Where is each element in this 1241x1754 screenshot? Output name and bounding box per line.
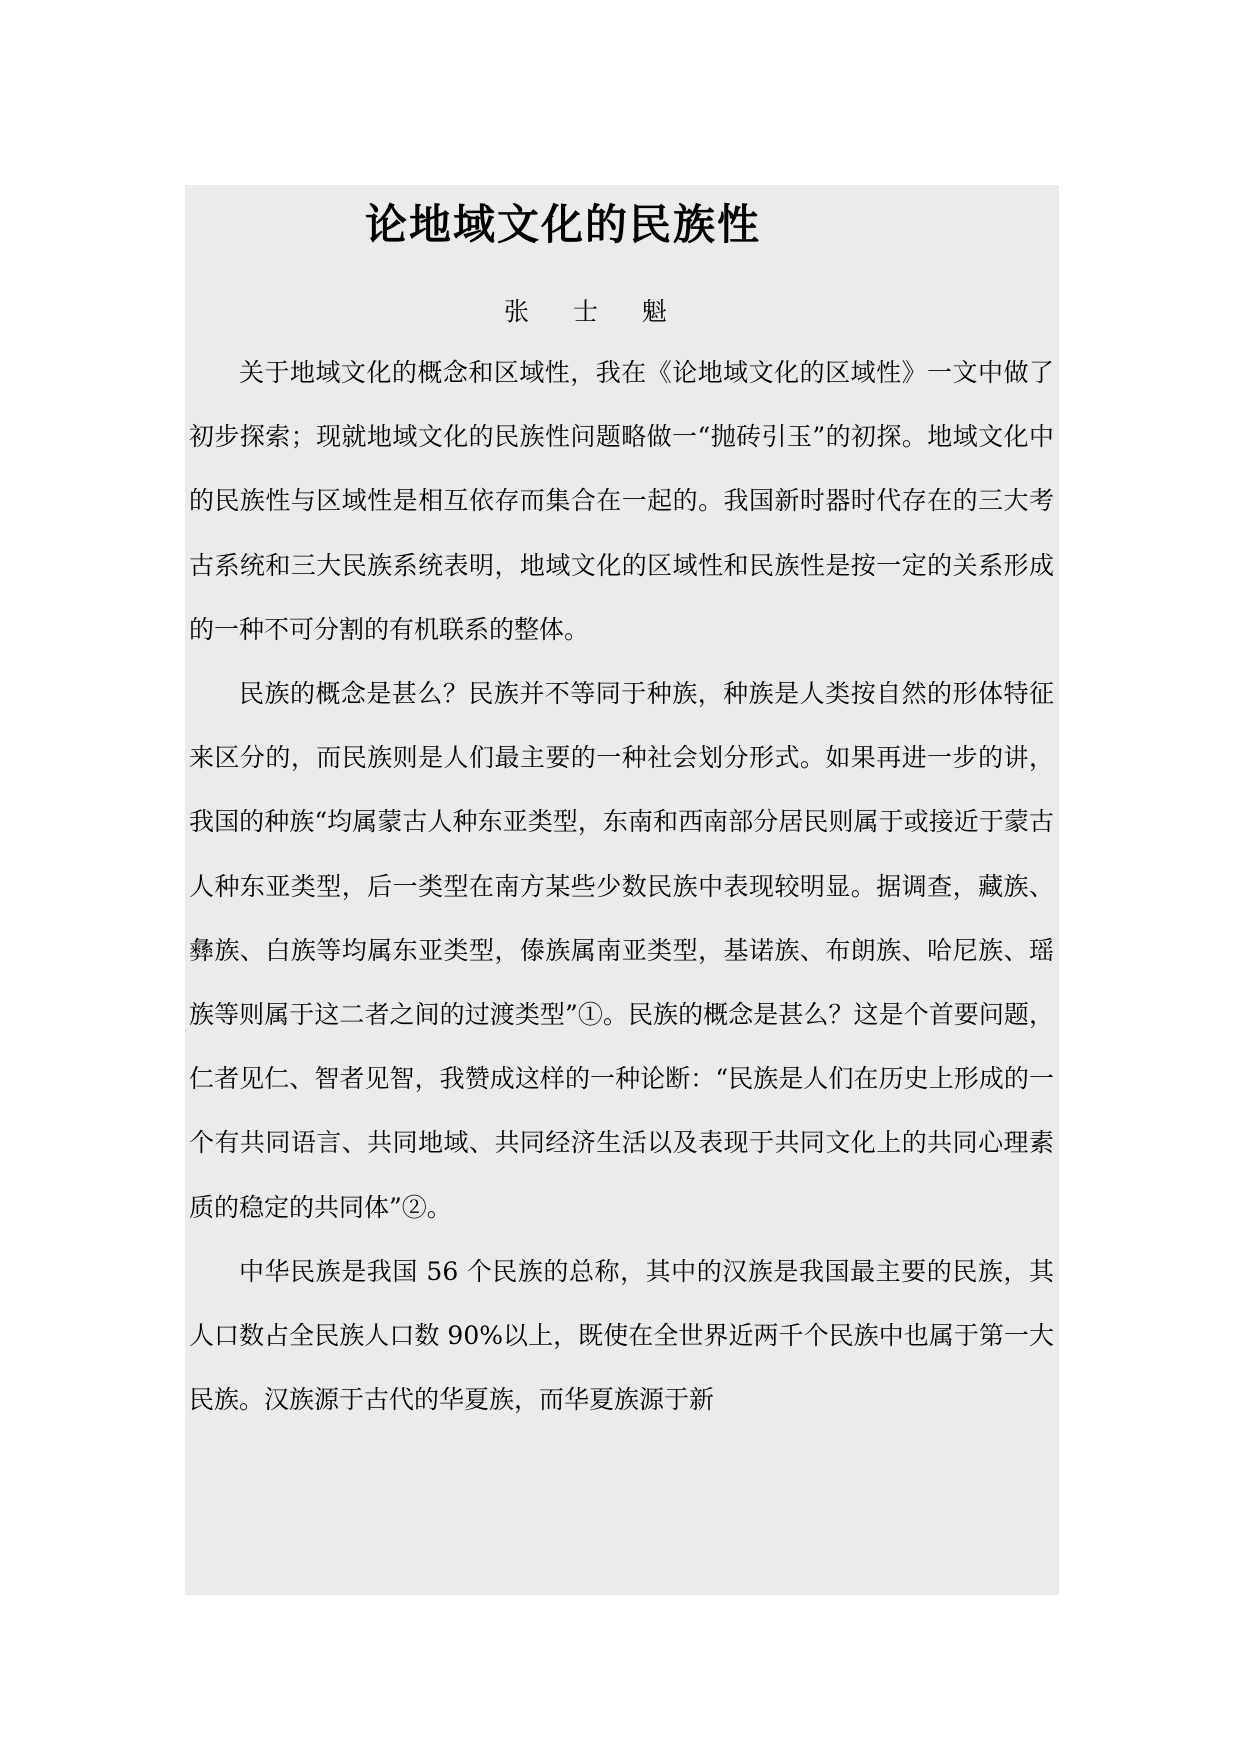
paragraph-3: 中华民族是我国 56 个民族的总称，其中的汉族是我国最主要的民族，其人口数占全民族人口数 90%以上，既使在全世界近两千个民族中也属于第一大民族。汉族源于古代的华夏族，而华夏族源于新 xyxy=(189,1256,1054,1415)
article-title: 论地域文化的民族性 xyxy=(365,200,762,249)
article-body xyxy=(189,341,1054,1432)
paragraph-1: 关于地域文化的概念和区域性，我在《论地域文化的区域性》一文中做了初步探索；现就地域文化的民族性问题略做一“抛砖引玉”的初探。地域文化中的民族性与区域性是相互依存而集合在一起的。我国新时器时代存在的三大考古系统和三大民族系统表明，地域文化的区域性和民族性是按一定的关系形成的一种不可分割的有机联系的整体。 xyxy=(189,358,1054,644)
paragraph-2: 民族的概念是甚么？民族并不等同于种族，种族是人类按自然的形体特征来区分的，而民族则是人们最主要的一种社会划分形式。如果再进一步的讲，我国的种族“均属蒙古人种东亚类型，东南和西南部分居民则属于或接近于蒙古人种东亚类型，后一类型在南方某些少数民族中表现较明显。据调查，藏族、彝族、白族等均属东亚类型，傣族属南亚类型，基诺族、布朗族、哈尼族、瑶族等则属于这二者之间的过渡类型”①。民族的概念是甚么？这是个首要问题，仁者见仁、智者见智，我赞成这样的一种论断：“民族是人们在历史上形成的一个有共同语言、共同地域、共同经济生活以及表现于共同文化上的共同心理素质的稳定的共同体”②。 xyxy=(189,679,1054,1222)
article-author: 张 士 魁 xyxy=(504,297,685,326)
article-text-block xyxy=(185,185,1059,1595)
